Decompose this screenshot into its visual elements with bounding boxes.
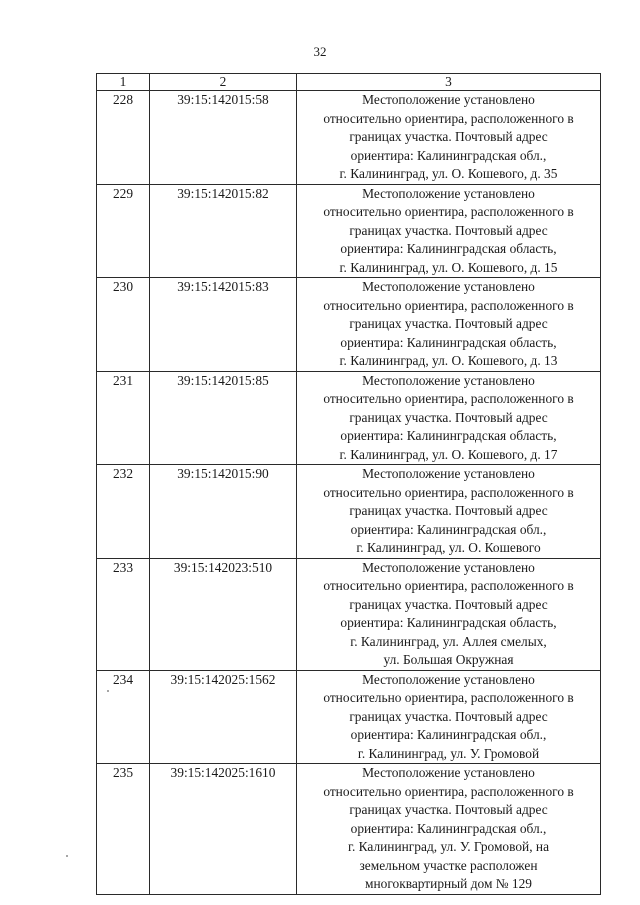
location-line: Местоположение установлено (362, 92, 535, 107)
table-row (97, 278, 601, 372)
table-row (97, 465, 601, 559)
location-description-cell (297, 558, 601, 670)
location-line: границах участка. Почтовый адрес (349, 596, 548, 612)
location-line: ориентира: Калининградская область, (340, 241, 557, 256)
location-line: ориентира: Калининградская обл., (350, 820, 547, 836)
location-line: относительно ориентира, расположенного в (323, 297, 574, 313)
location-line: г. Калининград, ул. У. Громовой, на (347, 839, 550, 854)
location-line: относительно ориентира, расположенного в (323, 110, 574, 126)
location-line: Местоположение установлено (362, 559, 535, 575)
location-line: относительно ориентира, расположенного в (323, 204, 574, 219)
row-number-cell: 232 (97, 465, 150, 559)
row-number-cell: 235 (97, 764, 150, 895)
location-line: границах участка. Почтовый адрес (349, 503, 548, 518)
cadastral-number-cell: 39:15:142023:510 (150, 558, 297, 670)
location-description-cell (297, 465, 601, 559)
location-line: относительно ориентира, расположенного в (323, 783, 574, 799)
column-header-2: 2 (150, 74, 297, 91)
cadastral-number-cell: 39:15:142025:1610 (150, 764, 297, 895)
location-description-cell (297, 371, 601, 465)
location-line: г. Калининград, ул. О. Кошевого, д. 13 (339, 353, 558, 368)
scan-speck (66, 855, 68, 857)
row-number-cell: 233 (97, 558, 150, 670)
location-line: границах участка. Почтовый адрес (349, 222, 548, 238)
location-line: г. Калининград, ул. О. Кошевого, д. 15 (339, 259, 558, 275)
location-line: земельном участке расположен (359, 857, 538, 873)
location-line: Местоположение установлено (362, 671, 535, 687)
row-number-cell: 229 (97, 184, 150, 278)
location-line: Местоположение установлено (362, 185, 535, 201)
location-line: ориентира: Калининградская область, (340, 615, 557, 630)
location-line: границах участка. Почтовый адрес (349, 316, 548, 331)
table-body (97, 91, 601, 895)
location-line: ориентира: Калининградская обл., (350, 147, 547, 163)
location-line: границах участка. Почтовый адрес (349, 802, 548, 817)
cadastral-number-cell: 39:15:142015:83 (150, 278, 297, 372)
location-line: ул. Большая Окружная (383, 652, 514, 667)
location-line: относительно ориентира, расположенного в (323, 391, 574, 406)
cadastral-number-cell: 39:15:142025:1562 (150, 670, 297, 764)
location-description-cell (297, 278, 601, 372)
location-line: ориентира: Калининградская область, (340, 334, 557, 350)
location-description-cell (297, 670, 601, 764)
location-description-cell (297, 91, 601, 185)
table-row (97, 764, 601, 895)
cadastral-number-cell: 39:15:142015:90 (150, 465, 297, 559)
location-line: г. Калининград, ул. О. Кошевого, д. 17 (339, 446, 558, 462)
scan-speck (107, 690, 109, 692)
location-line: относительно ориентира, расположенного в (323, 690, 574, 705)
location-description-cell (297, 764, 601, 895)
row-number-cell: 231 (97, 371, 150, 465)
row-number-cell: 234 (97, 670, 150, 764)
location-line: границах участка. Почтовый адрес (349, 409, 548, 425)
table-header-row (97, 74, 601, 91)
location-line: г. Калининград, ул. У. Громовой (357, 745, 540, 761)
location-line: Местоположение установлено (362, 279, 535, 294)
location-line: многоквартирный дом № 129 (365, 876, 532, 891)
land-plot-table (96, 73, 601, 895)
table-row (97, 371, 601, 465)
location-description-cell (297, 184, 601, 278)
location-line: Местоположение установлено (362, 372, 535, 388)
table-header (97, 74, 601, 91)
location-line: Местоположение установлено (362, 466, 535, 481)
table-row (97, 670, 601, 764)
location-line: границах участка. Почтовый адрес (349, 708, 548, 724)
location-line: г. Калининград, ул. О. Кошевого, д. 35 (339, 166, 558, 181)
page-number: 32 (313, 44, 327, 59)
table-row (97, 91, 601, 185)
location-line: ориентира: Калининградская область, (340, 428, 557, 443)
location-line: относительно ориентира, расположенного в (323, 484, 574, 500)
cadastral-number-cell: 39:15:142015:58 (150, 91, 297, 185)
table-row (97, 184, 601, 278)
cadastral-number-cell: 39:15:142015:82 (150, 184, 297, 278)
row-number-cell: 230 (97, 278, 150, 372)
location-line: границах участка. Почтовый адрес (349, 129, 548, 144)
column-header-3: 3 (297, 74, 601, 91)
location-line: относительно ориентира, расположенного в (323, 578, 574, 593)
location-line: ориентира: Калининградская обл., (350, 521, 547, 537)
location-line: ориентира: Калининградская обл., (350, 727, 547, 742)
location-line: Местоположение установлено (362, 765, 535, 780)
table-row (97, 558, 601, 670)
location-line: г. Калининград, ул. О. Кошевого (356, 540, 541, 555)
column-header-1: 1 (97, 74, 150, 91)
location-line: г. Калининград, ул. Аллея смелых, (350, 633, 547, 649)
row-number-cell: 228 (97, 91, 150, 185)
cadastral-number-cell: 39:15:142015:85 (150, 371, 297, 465)
